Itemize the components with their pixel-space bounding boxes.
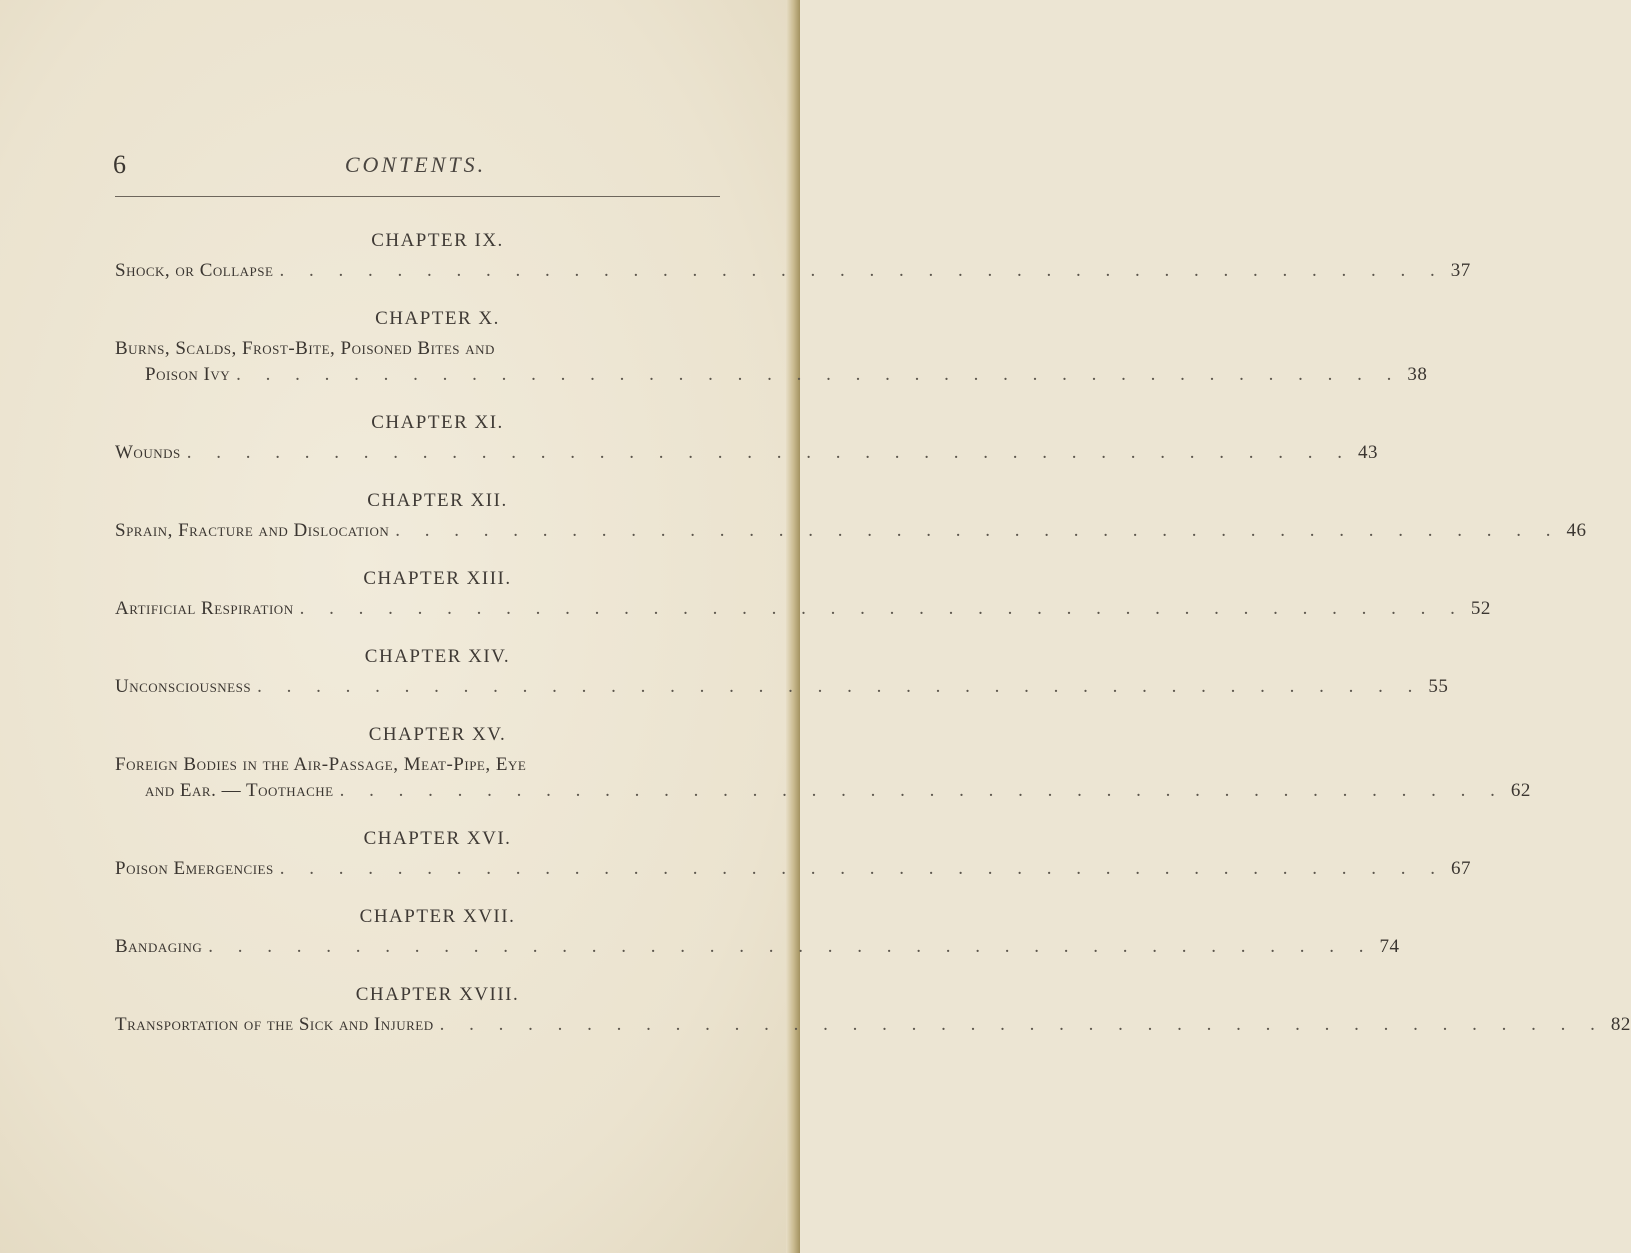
page-ref: 38 [1407, 364, 1428, 385]
toc-entry [115, 934, 1400, 960]
toc-entry [115, 362, 1428, 388]
page-ref: 82 [1610, 1014, 1631, 1035]
entry-title: Transportation of the Sick and Injured [115, 1014, 434, 1035]
page-ref: 67 [1450, 858, 1471, 879]
chapter-heading: CHAPTER XIII. [363, 568, 512, 589]
entry-title: Wounds [115, 442, 181, 463]
page-ref: 52 [1470, 598, 1491, 619]
page-ref: 43 [1357, 442, 1378, 463]
toc-entry [115, 856, 1471, 882]
chapter-ix [115, 230, 1471, 284]
chapter-heading: CHAPTER XIV. [364, 646, 511, 667]
chapter-xv [115, 724, 1531, 804]
table-of-contents [115, 230, 1631, 1062]
entry-title-line2: and Ear. — Toothache [145, 780, 334, 801]
toc-entry [115, 778, 1531, 804]
toc-entry [115, 518, 1587, 544]
chapter-heading: CHAPTER XVII. [359, 906, 516, 927]
chapter-heading: CHAPTER XV. [368, 724, 507, 745]
leader-dots: . . . . . . . . . . . . . . . . . . . . . . . . . . . . . . . . . . . . . . . . [186, 442, 1352, 463]
page-edge [786, 0, 800, 1253]
leader-dots: . . . . . . . . . . . . . . . . . . . . . . . . . . . . . . . . . . . . . . . . [299, 598, 1465, 619]
page-header [113, 150, 718, 190]
chapter-xi [115, 412, 1378, 466]
entry-title: Poison Emergencies [115, 858, 274, 879]
chapter-x [115, 308, 1428, 388]
entry-title: Artificial Respiration [115, 598, 294, 619]
chapter-heading: CHAPTER XI. [371, 412, 504, 433]
toc-entry [115, 258, 1471, 284]
entry-title-line2: Poison Ivy [145, 364, 231, 385]
leader-dots: . . . . . . . . . . . . . . . . . . . . . . . . . . . . . . . . . . . . . . . . [257, 676, 1423, 697]
toc-entry [115, 440, 1378, 466]
page-ref: 74 [1379, 936, 1400, 957]
leader-dots: . . . . . . . . . . . . . . . . . . . . . . . . . . . . . . . . . . . . . . . . [395, 520, 1561, 541]
chapter-xvi [115, 828, 1471, 882]
entry-title: Shock, or Collapse [115, 260, 274, 281]
toc-entry [115, 596, 1491, 622]
leader-dots: . . . . . . . . . . . . . . . . . . . . . . . . . . . . . . . . . . . . . . . . [236, 364, 1402, 385]
page-ref: 62 [1510, 780, 1531, 801]
leader-dots: . . . . . . . . . . . . . . . . . . . . . . . . . . . . . . . . . . . . . . . . [208, 936, 1374, 957]
chapter-heading: CHAPTER XVI. [363, 828, 512, 849]
leader-dots: . . . . . . . . . . . . . . . . . . . . . . . . . . . . . . . . . . . . . . . . [439, 1014, 1605, 1035]
chapter-xii [115, 490, 1587, 544]
entry-title-line1: Foreign Bodies in the Air-Passage, Meat-Pipe, Eye [115, 754, 527, 775]
header-rule [115, 196, 720, 197]
page-ref: 46 [1566, 520, 1587, 541]
page-number: 6 [113, 150, 126, 179]
chapter-xiv [115, 646, 1449, 700]
entry-title: Bandaging [115, 936, 203, 957]
running-head: CONTENTS. [344, 152, 487, 177]
toc-entry [115, 674, 1449, 700]
toc-entry [115, 1012, 1631, 1038]
entry-title: Unconsciousness [115, 676, 252, 697]
leader-dots: . . . . . . . . . . . . . . . . . . . . . . . . . . . . . . . . . . . . . . . . [339, 780, 1505, 801]
chapter-heading: CHAPTER IX. [371, 230, 504, 251]
entry-title: Sprain, Fracture and Dislocation [115, 520, 390, 541]
chapter-heading: CHAPTER XII. [367, 490, 508, 511]
chapter-xvii [115, 906, 1400, 960]
page-ref: 37 [1450, 260, 1471, 281]
chapter-heading: CHAPTER XVIII. [355, 984, 520, 1005]
chapter-xviii [115, 984, 1631, 1038]
leader-dots: . . . . . . . . . . . . . . . . . . . . . . . . . . . . . . . . . . . . . . . . [279, 260, 1445, 281]
chapter-xiii [115, 568, 1491, 622]
page-ref: 55 [1428, 676, 1449, 697]
leader-dots: . . . . . . . . . . . . . . . . . . . . . . . . . . . . . . . . . . . . . . . . [279, 858, 1445, 879]
chapter-heading: CHAPTER X. [375, 308, 500, 329]
entry-title-line1: Burns, Scalds, Frost-Bite, Poisoned Bites and [115, 338, 495, 359]
